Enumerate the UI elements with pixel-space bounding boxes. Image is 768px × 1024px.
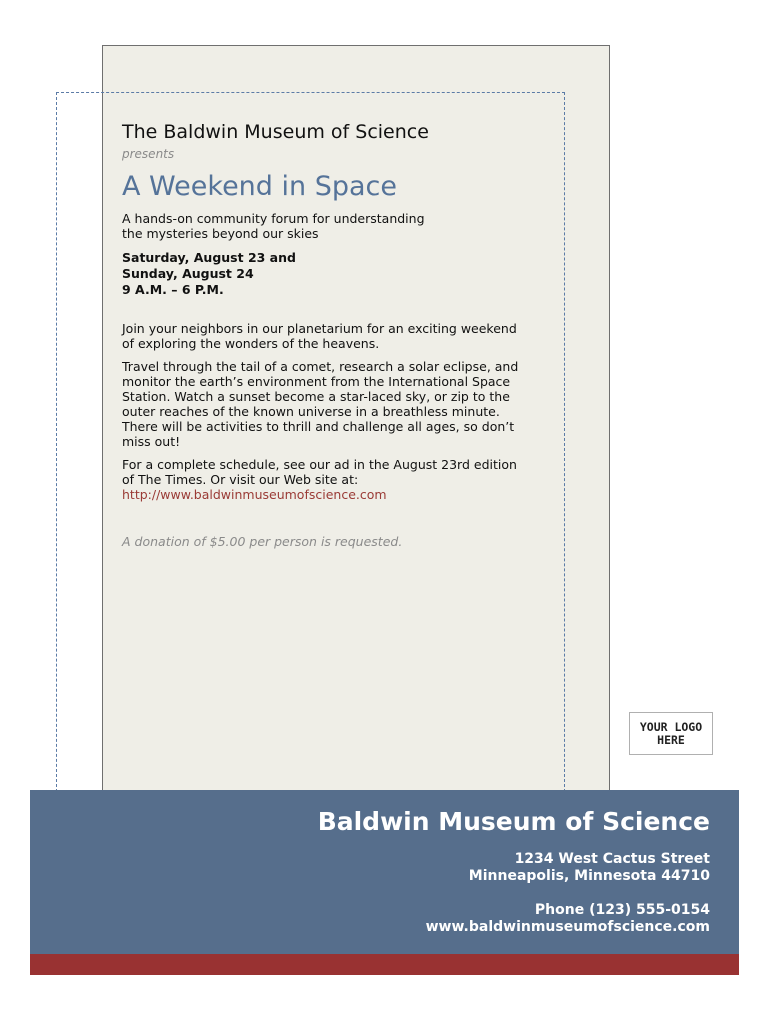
- paragraph-line: There will be activities to thrill and challenge all ages, so don’t: [122, 419, 515, 434]
- logo-text-line: YOUR LOGO: [639, 719, 703, 734]
- event-subtitle: [122, 211, 532, 241]
- time-line: 9 A.M. – 6 P.M.: [122, 282, 224, 297]
- logo-text-line: HERE: [657, 732, 685, 747]
- paragraph-line: of The Times. Or visit our Web site at:: [122, 472, 359, 487]
- subtitle-line: A hands-on community forum for understanding: [122, 211, 425, 226]
- footer-website[interactable]: www.baldwinmuseumofscience.com: [425, 919, 710, 935]
- event-title: A Weekend in Space: [122, 171, 397, 202]
- paragraph-line: Station. Watch a sunset become a star-laced sky, or zip to the: [122, 389, 510, 404]
- paragraph-line: Travel through the tail of a comet, research a solar eclipse, and: [122, 359, 519, 374]
- flyer-content: [122, 120, 532, 549]
- website-link[interactable]: http://www.baldwinmuseumofscience.com: [122, 487, 387, 502]
- activities-paragraph: [122, 359, 532, 449]
- footer-street: 1234 West Cactus Street: [514, 851, 710, 867]
- paragraph-line: Join your neighbors in our planetarium for an exciting weekend: [122, 321, 517, 336]
- presents-label: presents: [122, 147, 175, 161]
- logo-placeholder[interactable]: [629, 712, 713, 755]
- subtitle-line: the mysteries beyond our skies: [122, 226, 319, 241]
- intro-paragraph: [122, 321, 532, 351]
- paragraph-line: outer reaches of the known universe in a breathless minute.: [122, 404, 500, 419]
- date-line: Sunday, August 24: [122, 266, 254, 281]
- paragraph-line: of exploring the wonders of the heavens.: [122, 336, 380, 351]
- footer-organization-name: Baldwin Museum of Science: [317, 807, 710, 836]
- paragraph-line: monitor the earth’s environment from the International Space: [122, 374, 511, 389]
- footer-band: [30, 790, 739, 954]
- date-line: Saturday, August 23 and: [122, 250, 296, 265]
- organization-title: The Baldwin Museum of Science: [122, 121, 429, 143]
- schedule-paragraph: [122, 457, 532, 502]
- footer-contact: [318, 806, 710, 936]
- donation-note: A donation of $5.00 per person is requested.: [122, 534, 403, 549]
- footer-city: Minneapolis, Minnesota 44710: [468, 868, 710, 884]
- event-dates: [122, 250, 532, 298]
- footer-accent-band: [30, 954, 739, 975]
- paragraph-line: miss out!: [122, 434, 181, 449]
- footer-phone: Phone (123) 555-0154: [534, 902, 710, 918]
- footer-spacer: [318, 885, 710, 902]
- paragraph-line: For a complete schedule, see our ad in the August 23rd edition: [122, 457, 517, 472]
